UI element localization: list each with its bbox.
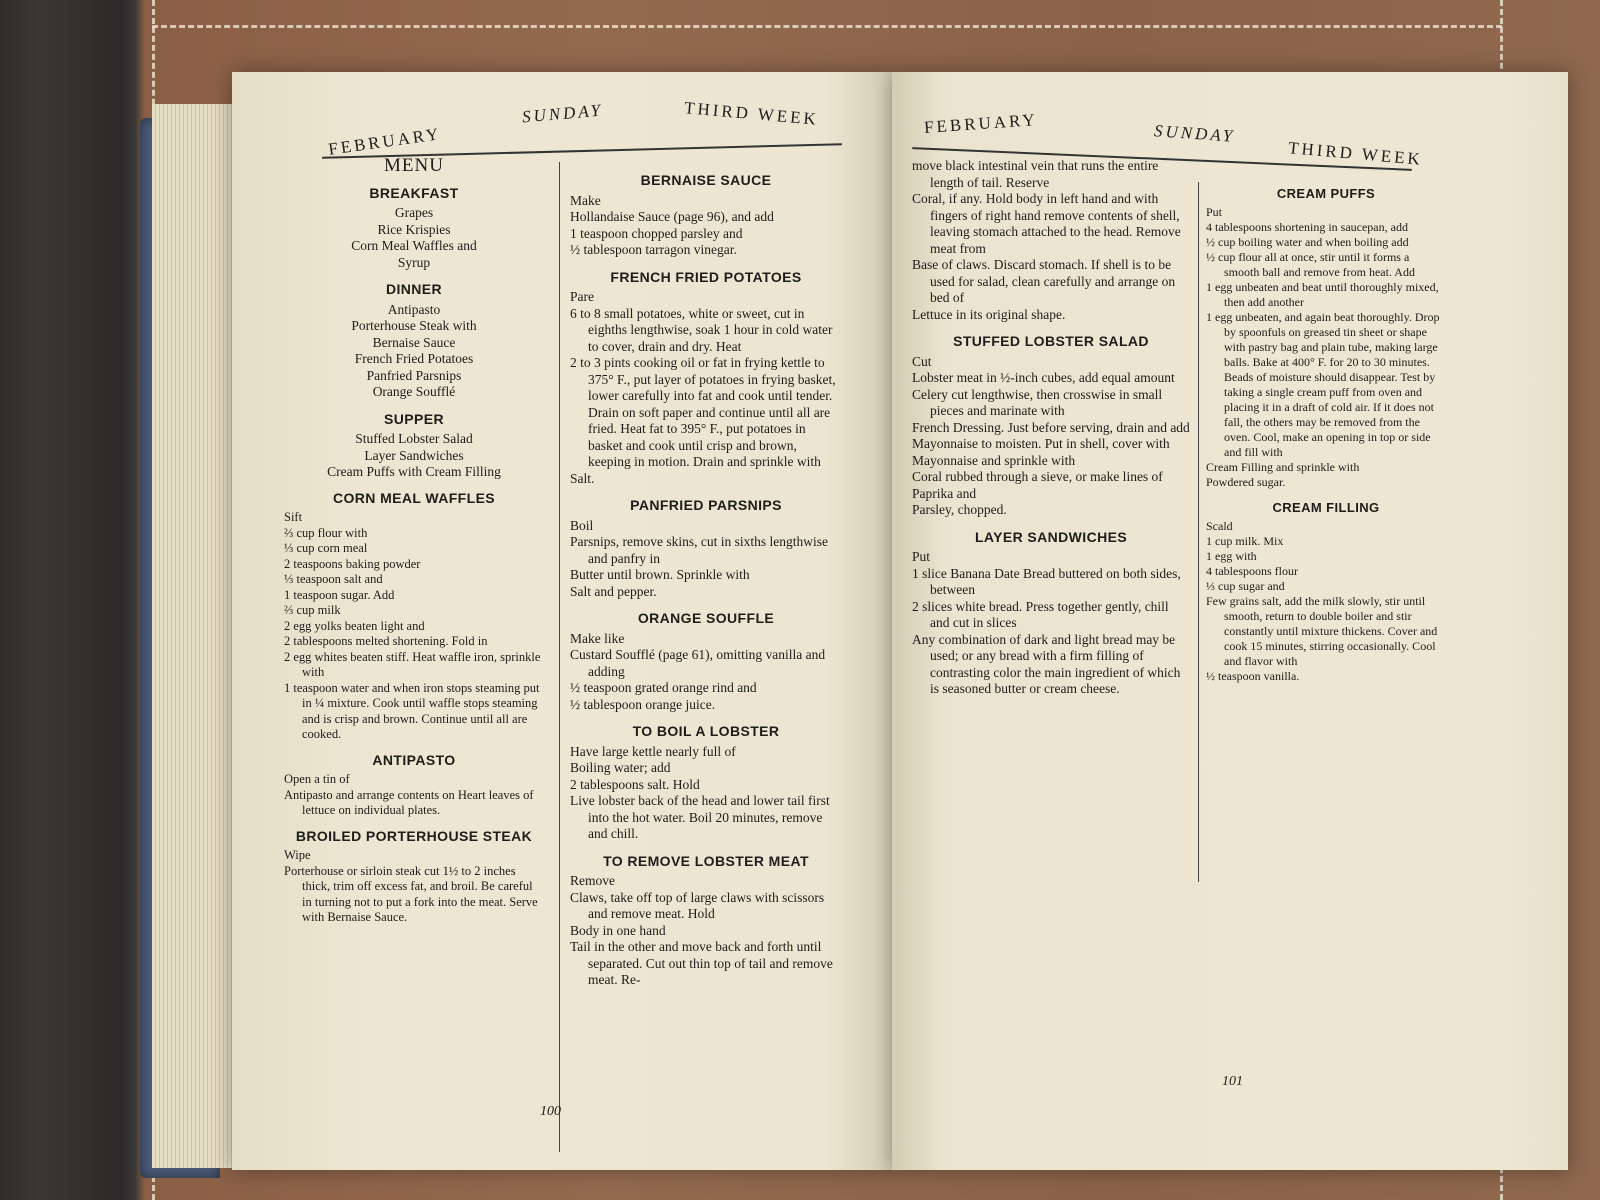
menu-dinner: DINNER Antipasto Porterhouse Steak with Bernaise Sauce French Fried Potatoes Panfried Parsnips Orange Soufflé [351, 281, 477, 399]
left-page-number: 100 [540, 1104, 561, 1119]
right-page-number: 101 [1222, 1074, 1243, 1089]
recipe-cream-puffs: CREAM PUFFS Put 4 tablespoons shortening in saucepan, add ½ cup boiling water and when boiling add ½ cup flour all at once, stir until it forms a smooth ball and remove from heat. Add 1 egg unbeaten and beat until thoroughly mixed, then add another 1 egg unbeaten, and again beat thoroughly. Drop by spoonfuls on greased tin sheet or shape with pastry bag and plain tube, making large balls. Bake at 400° F. for 20 to 30 minutes. Beads of moisture should disappear. Test by taking a single cream puff from oven and placing it in a draft of cold air. If it does not fall, the others may be removed from the oven. Cool, make an opening in top or side and fill with Cream Filling and sprinkle with Powdered sugar. [1206, 186, 1440, 489]
recipe-bernaise-sauce: BERNAISE SAUCE Make Hollandaise Sauce (page 96), and add 1 teaspoon chopped parsley and ½ tablespoon tarragon vinegar. [570, 172, 774, 257]
recipe-cream-filling: CREAM FILLING Scald 1 cup milk. Mix 1 egg with 4 tablespoons flour ⅓ cup sugar and Few grains salt, add the milk slowly, stir until smooth, return to double boiler and stir constantly until mixture thickens. Cover and cook 15 minutes, stirring occasionally. Cool and flavor with ½ teaspoon vanilla. [1206, 500, 1438, 683]
left-column-1 [284, 155, 544, 926]
left-header-week: THIRD WEEK [683, 98, 820, 129]
recipe-panfried-parsnips: PANFRIED PARSNIPS Boil Parsnips, remove skins, cut in sixths lengthwise and panfry in Butter until brown. Sprinkle with Salt and pepper. [570, 497, 828, 599]
right-header-month: FEBRUARY [923, 110, 1039, 137]
page-edges [152, 104, 242, 1168]
menu-breakfast: BREAKFAST Grapes Rice Krispies Corn Meal Waffles and Syrup [351, 184, 477, 270]
menu-title: MENU [384, 155, 444, 176]
recipe-remove-lobster-meat-continued: move black intestinal vein that runs the entire length of tail. Reserve Coral, if any. Hold body in left hand and with fingers of right hand remove contents of shell, leaving stomach attached to the head. Remove meat from Base of claws. Discard stomach. If shell is to be used for salad, clean carefully and arrange on bed of Lettuce in its original shape. [912, 158, 1181, 322]
right-page [892, 72, 1568, 1170]
recipe-boil-lobster: TO BOIL A LOBSTER Have large kettle nearly full of Boiling water; add 2 tablespoons salt. Hold Live lobster back of the head and lower tail first into the hot water. Boil 20 minutes, remove and chill. [570, 723, 830, 841]
menu-supper: SUPPER Stuffed Lobster Salad Layer Sandwiches Cream Puffs with Cream Filling [327, 410, 501, 479]
recipe-corn-meal-waffles: CORN MEAL WAFFLES Sift ⅔ cup flour with ⅓ cup corn meal 2 teaspoons baking powder ⅓ teaspoon salt and 1 teaspoon sugar. Add ⅔ cup milk 2 egg yolks beaten light and 2 tablespoons melted shortening. Fold in 2 egg whites beaten stiff. Heat waffle iron, sprinkle with 1 teaspoon water and when iron stops steaming put in ¼ mixture. Cook until waffle stops steaming and is crisp and brown. Continue until all are cooked. [284, 489, 541, 741]
left-page [232, 72, 892, 1170]
right-header-day: SUNDAY [1153, 121, 1236, 146]
recipe-layer-sandwiches: LAYER SANDWICHES Put 1 slice Banana Date Bread buttered on both sides, between 2 slices white bread. Press together gently, chill and cut in slices Any combination of dark and light bread may be used; or any bread with a firm filling of contrasting color the main ingredient of which is seasoned butter or cream cheese. [912, 528, 1181, 696]
column-divider [1198, 182, 1199, 882]
left-header-month: FEBRUARY [327, 124, 443, 159]
right-column-2 [1206, 176, 1446, 684]
leather-stitching [152, 25, 1502, 28]
recipe-broiled-steak: BROILED PORTERHOUSE STEAK Wipe Porterhouse or sirloin steak cut 1½ to 2 inches thick, trim off excess fat, and broil. Be careful in turning not to put a fork into the meat. Serve with Bernaise Sauce. [284, 827, 538, 924]
recipe-orange-souffle: ORANGE SOUFFLE Make like Custard Soufflé (page 61), omitting vanilla and adding ½ teaspoon grated orange rind and ½ tablespoon orange juice. [570, 610, 826, 712]
recipe-french-fried-potatoes: FRENCH FRIED POTATOES Pare 6 to 8 small potatoes, white or sweet, cut in eighths lengthwise, soak 1 hour in cold water to cover, drain and dry. Heat 2 to 3 pints cooking oil or fat in frying kettle to 375° F., put layer of potatoes in frying basket, lower carefully into fat and cook until tender. Drain on soft paper and continue until all are fried. Heat fat to 395° F., put potatoes in basket and cook until crisp and brown, keeping in motion. Drain and sprinkle with Salt. [570, 268, 836, 486]
recipe-stuffed-lobster-salad: STUFFED LOBSTER SALAD Cut Lobster meat in ½-inch cubes, add equal amount Celery cut lengthwise, then crosswise in small pieces and marinate with French Dressing. Just before serving, drain and add Mayonnaise to moisten. Put in shell, cover with Mayonnaise and sprinkle with Coral rubbed through a sieve, or make lines of Paprika and Parsley, chopped. [912, 333, 1190, 517]
recipe-antipasto: ANTIPASTO Open a tin of Antipasto and arrange contents on Heart leaves of lettuce on individual plates. [284, 751, 534, 817]
recipe-remove-lobster-meat: TO REMOVE LOBSTER MEAT Remove Claws, take off top of large claws with scissors and remove meat. Hold Body in one hand Tail in the other and move back and forth until separated. Cut out thin top of tail and remove meat. Re- [570, 852, 833, 987]
column-divider [559, 162, 560, 1152]
left-column-2 [570, 162, 842, 989]
left-header-day: SUNDAY [521, 100, 604, 127]
right-column-1 [912, 158, 1190, 698]
right-header-week: THIRD WEEK [1287, 138, 1424, 169]
